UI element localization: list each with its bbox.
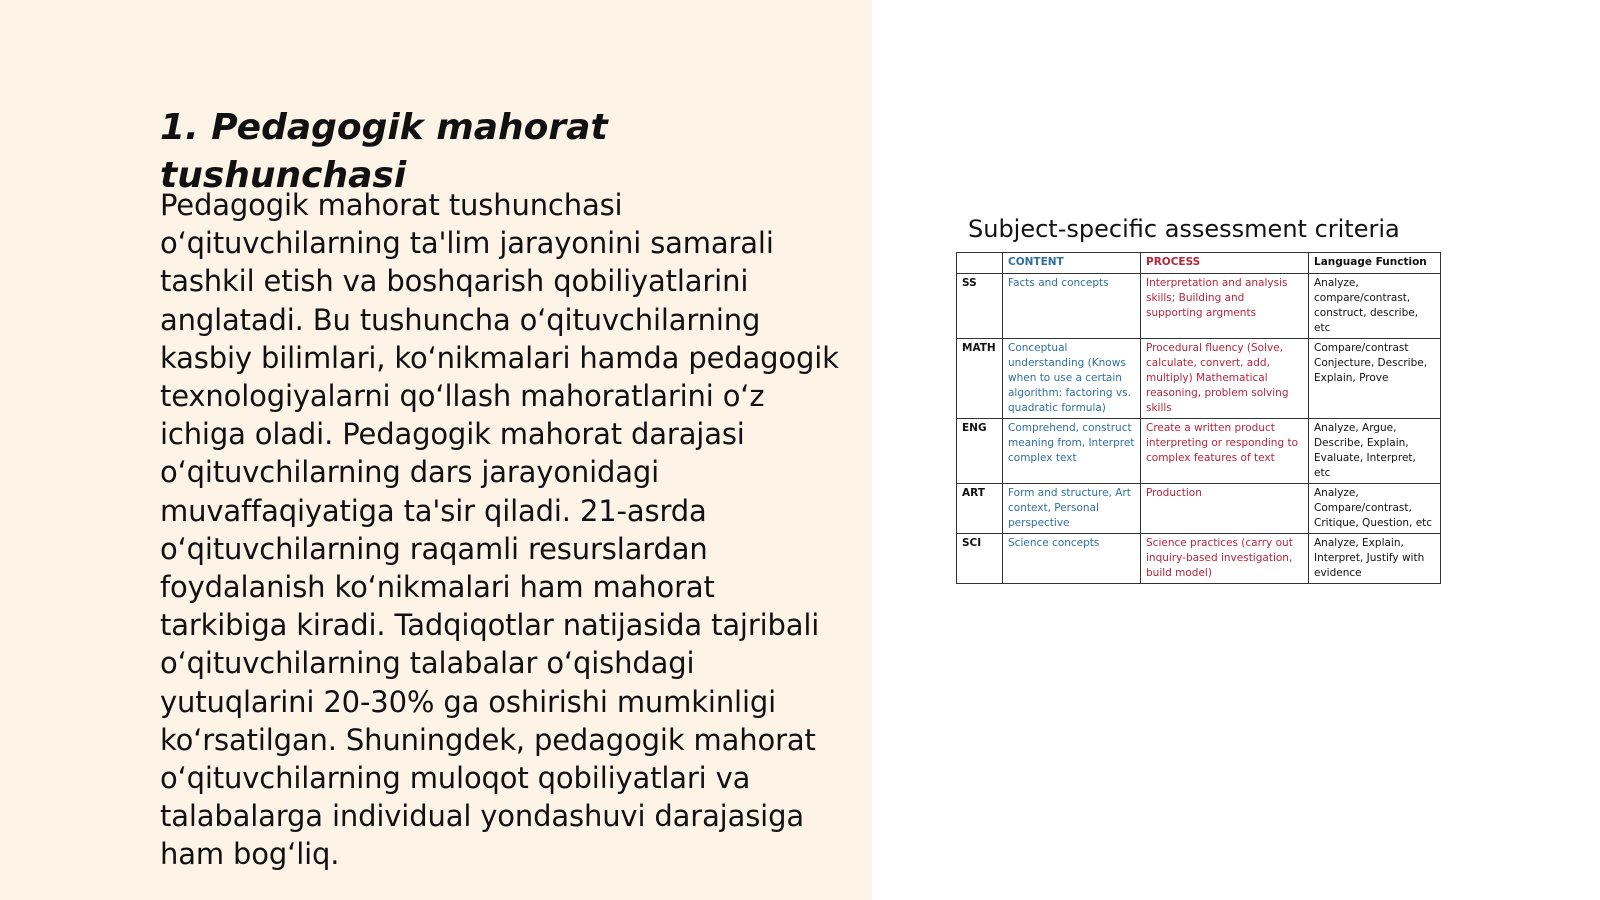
figure-caption: Subject-specific assessment criteria bbox=[968, 215, 1400, 243]
row-content: Form and structure, Art context, Personal perspective bbox=[1003, 484, 1141, 534]
row-subject: SCI bbox=[957, 534, 1003, 584]
row-subject: SS bbox=[957, 274, 1003, 339]
row-subject: ART bbox=[957, 484, 1003, 534]
assessment-criteria-figure bbox=[956, 212, 1440, 584]
row-content: Comprehend, construct meaning from, Interpret complex text bbox=[1003, 419, 1141, 484]
table-header-row bbox=[957, 253, 1441, 274]
row-language-function: Analyze, Explain, Interpret, Justify with evidence bbox=[1309, 534, 1441, 584]
body-paragraph: Pedagogik mahorat tushunchasi oʻqituvchilarning ta'lim jarayonini samarali tashkil etish va boshqarish qobiliyatlarini anglatadi. Bu tushuncha oʻqituvchilarning kasbiy bilimlari, koʻnikmalari hamda pedagogik texnologiyalarni qoʻllash mahoratlarini oʻz ichiga oladi. Pedagogik mahorat darajasi oʻqituvchilarning dars jarayonidagi muvaffaqiyatiga ta'sir qiladi. 21-asrda oʻqituvchilarning raqamli resurslardan foydalanish koʻnikmalari ham mahorat tarkibiga kiradi. Tadqiqotlar natijasida tajribali oʻqituvchilarning talabalar oʻqishdagi yutuqlarini 20-30% ga oshirishi mumkinligi koʻrsatilgan. Shuningdek, pedagogik mahorat oʻqituvchilarning muloqot qobiliyatlari va talabalarga individual yondashuvi darajasiga ham bogʻliq. bbox=[160, 188, 839, 872]
table-row bbox=[957, 339, 1441, 419]
row-language-function: Analyze, Argue, Describe, Explain, Evaluate, Interpret, etc bbox=[1309, 419, 1441, 484]
row-content: Conceptual understanding (Knows when to use a certain algorithm: factoring vs. quadratic formula) bbox=[1003, 339, 1141, 419]
header-content: CONTENT bbox=[1003, 253, 1141, 274]
table-row bbox=[957, 534, 1441, 584]
table-row bbox=[957, 484, 1441, 534]
row-language-function: Analyze, Compare/contrast, Critique, Question, etc bbox=[1309, 484, 1441, 534]
row-process: Create a written product interpreting or responding to complex features of text bbox=[1141, 419, 1309, 484]
row-process: Science practices (carry out inquiry-based investigation, build model) bbox=[1141, 534, 1309, 584]
row-content: Facts and concepts bbox=[1003, 274, 1141, 339]
row-process: Production bbox=[1141, 484, 1309, 534]
header-language-function: Language Function bbox=[1309, 253, 1441, 274]
row-language-function: Compare/contrast Conjecture, Describe, Explain, Prove bbox=[1309, 339, 1441, 419]
slide-title: 1. Pedagogik mahorat tushunchasi bbox=[160, 107, 608, 196]
header-subject bbox=[957, 253, 1003, 274]
row-subject: ENG bbox=[957, 419, 1003, 484]
assessment-criteria-table bbox=[956, 252, 1441, 584]
header-process: PROCESS bbox=[1141, 253, 1309, 274]
table-row bbox=[957, 419, 1441, 484]
row-content: Science concepts bbox=[1003, 534, 1141, 584]
row-process: Procedural fluency (Solve, calculate, convert, add, multiply) Mathematical reasoning, problem solving skills bbox=[1141, 339, 1309, 419]
row-process: Interpretation and analysis skills; Building and supporting argments bbox=[1141, 274, 1309, 339]
row-language-function: Analyze, compare/contrast, construct, describe, etc bbox=[1309, 274, 1441, 339]
table-row bbox=[957, 274, 1441, 339]
row-subject: MATH bbox=[957, 339, 1003, 419]
